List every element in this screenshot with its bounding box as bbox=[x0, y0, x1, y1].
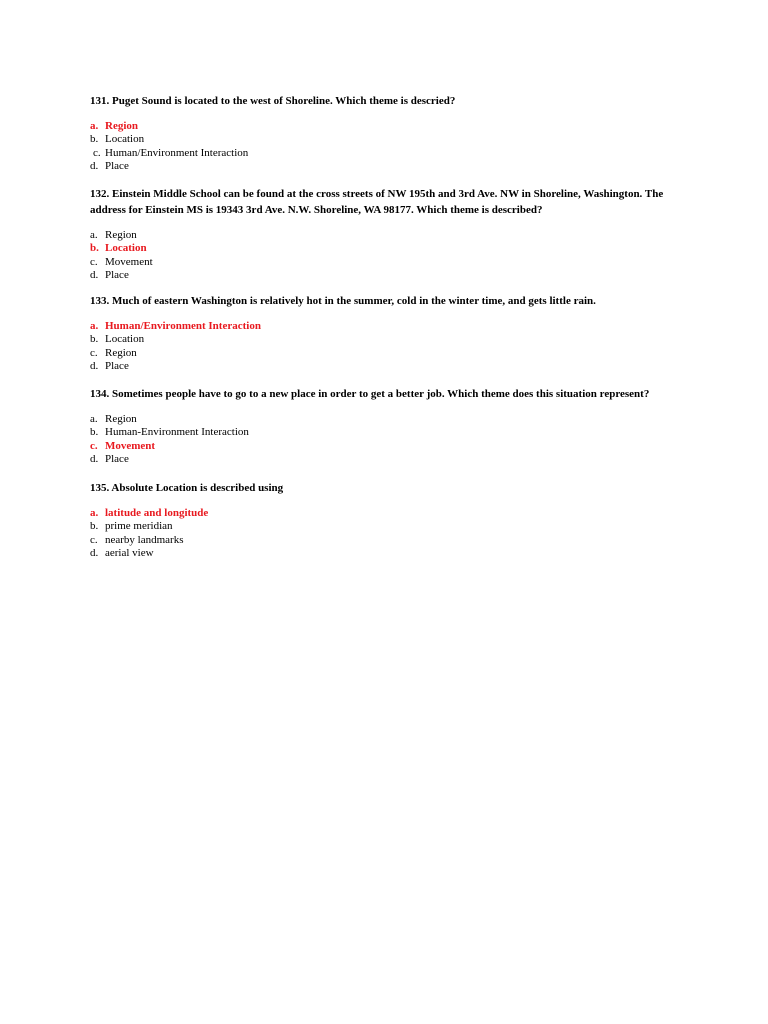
option-label: Human/Environment Interaction bbox=[105, 320, 261, 332]
option-letter: a. bbox=[90, 320, 99, 332]
option-label: latitude and longitude bbox=[105, 507, 209, 519]
option-letter: c. bbox=[90, 533, 98, 546]
option-d bbox=[90, 453, 690, 466]
option-letter: b. bbox=[90, 520, 99, 533]
option-letter: b. bbox=[90, 333, 99, 346]
question-132 bbox=[90, 186, 690, 283]
option-b bbox=[90, 333, 690, 346]
option-letter: b. bbox=[90, 242, 99, 255]
option-c bbox=[90, 347, 690, 360]
option-label: Movement bbox=[105, 439, 156, 452]
question-131 bbox=[90, 93, 690, 174]
option-label: Place bbox=[105, 360, 129, 373]
question-135 bbox=[90, 480, 690, 561]
option-letter: d. bbox=[90, 360, 99, 373]
question-134 bbox=[90, 386, 690, 467]
option-label: Location bbox=[105, 133, 145, 146]
option-b bbox=[90, 242, 690, 255]
option-list bbox=[90, 229, 690, 283]
option-letter: c. bbox=[93, 146, 101, 159]
option-b bbox=[90, 520, 690, 533]
option-d bbox=[90, 269, 690, 282]
question-text: 133. Much of eastern Washington is relatively hot in the summer, cold in the winter time, and gets little rain. bbox=[90, 295, 596, 307]
option-letter: a. bbox=[90, 120, 99, 132]
option-label: prime meridian bbox=[105, 520, 173, 533]
question-text: 132. Einstein Middle School can be found at the cross streets of NW 195th and 3rd Ave. NW in Shoreline, Washington. The address for Einstein MS is 19343 3rd Ave. N.W. Shoreline, WA 98177. Which theme is described? bbox=[90, 188, 664, 216]
option-a bbox=[90, 120, 690, 133]
option-label: Place bbox=[105, 160, 129, 173]
option-c bbox=[90, 534, 690, 547]
option-letter: b. bbox=[90, 426, 99, 439]
option-letter: a. bbox=[90, 507, 99, 519]
option-b bbox=[90, 426, 690, 439]
option-label: Region bbox=[105, 413, 137, 425]
option-a bbox=[90, 229, 690, 242]
option-label: Human/Environment Interaction bbox=[105, 146, 249, 159]
option-list bbox=[90, 320, 690, 374]
option-d bbox=[90, 547, 690, 560]
option-letter: a. bbox=[90, 413, 98, 425]
option-label: Region bbox=[105, 120, 138, 132]
option-c bbox=[90, 147, 690, 160]
option-label: Place bbox=[105, 269, 129, 282]
option-a bbox=[90, 413, 690, 426]
option-letter: c. bbox=[90, 255, 98, 268]
option-c bbox=[90, 440, 690, 453]
question-text: 131. Puget Sound is located to the west of Shoreline. Which theme is descried? bbox=[90, 95, 456, 107]
option-letter: d. bbox=[90, 160, 99, 173]
option-label: Region bbox=[105, 229, 137, 241]
option-label: Human-Environment Interaction bbox=[105, 426, 249, 439]
option-letter: c. bbox=[90, 439, 98, 452]
option-c bbox=[90, 256, 690, 269]
option-d bbox=[90, 360, 690, 373]
option-letter: b. bbox=[90, 133, 99, 146]
option-b bbox=[90, 133, 690, 146]
question-text: 135. Absolute Location is described using bbox=[90, 482, 284, 494]
option-label: nearby landmarks bbox=[105, 533, 184, 546]
option-list bbox=[90, 120, 690, 174]
option-label: Movement bbox=[105, 255, 153, 268]
option-label: Place bbox=[105, 453, 129, 466]
question-text: 134. Sometimes people have to go to a new place in order to get a better job. Which theme does this situation represent? bbox=[90, 388, 650, 400]
option-label: Location bbox=[105, 242, 147, 255]
option-a bbox=[90, 507, 690, 520]
option-letter: d. bbox=[90, 453, 99, 466]
option-label: aerial view bbox=[105, 547, 154, 560]
option-letter: d. bbox=[90, 547, 99, 560]
option-letter: a. bbox=[90, 229, 98, 241]
option-letter: c. bbox=[90, 346, 98, 359]
option-label: Region bbox=[105, 346, 137, 359]
option-d bbox=[90, 160, 690, 173]
option-label: Location bbox=[105, 333, 145, 346]
question-133 bbox=[90, 293, 690, 374]
option-a bbox=[90, 320, 690, 333]
option-letter: d. bbox=[90, 269, 99, 282]
option-list bbox=[90, 413, 690, 467]
option-list bbox=[90, 507, 690, 561]
